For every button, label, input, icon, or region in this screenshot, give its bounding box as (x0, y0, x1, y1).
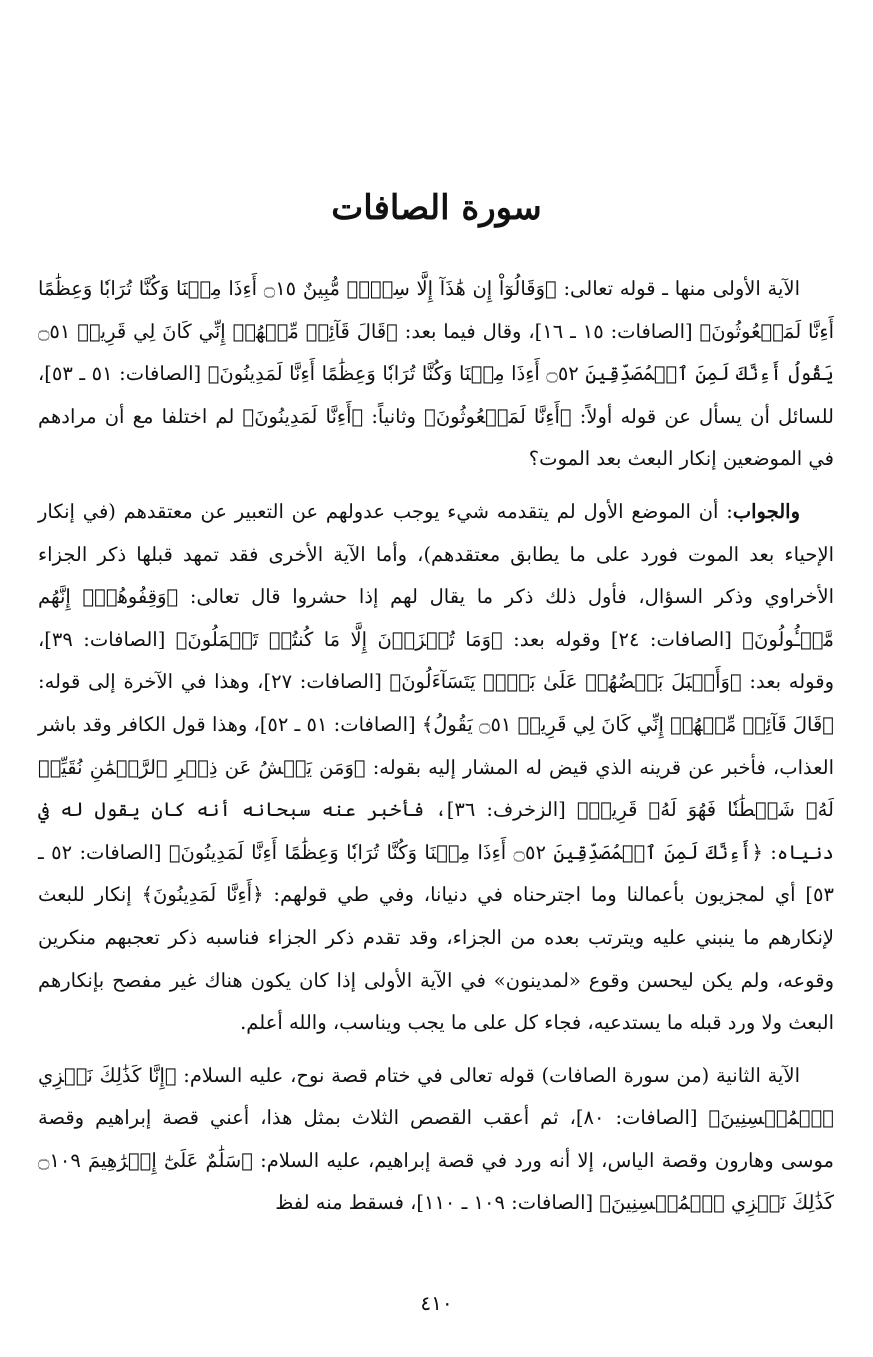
paragraph-second-verse (38, 1055, 834, 1225)
surah-title: سورة الصافات (331, 188, 542, 228)
paragraph-first-verse (38, 268, 834, 481)
paragraph-text: : أن الموضع الأول لم يتقدمه شيء يوجب عدولهم عن التعبير عن معتقدهم (في إنكار الإحياء بعد الموت فورد على ما يطابق معتقدهم)، وأما الآية الأخرى فقد تمهد قبلها ذكر الجزاء الأخراوي وذكر السؤال، فأول ذلك ذكر ما يقال لهم إذا حشروا قال تعالى: ﴿وَقِفُوهُمۡۖ إِنَّهُم مَّسۡـُٔولُونَ﴾ [الصافات: ٢٤] وقوله بعد: ﴿وَمَا تُجۡزَوۡنَ إِلَّا مَا كُنتُمۡ تَعۡمَلُونَ﴾ [الصافات: ٣٩]، وقوله بعد: ﴿وَأَقۡبَلَ بَعۡضُهُمۡ عَلَىٰ بَعۡضٖ يَتَسَآءَلُونَ﴾ [الصافات: ٢٧]، وهذا في الآخرة إلى قوله: ﴿قَالَ قَآئِلٞ مِّنۡهُمۡ إِنِّي كَانَ لِي قَرِينٞ ۝٥١ يَقُولُ﴾ [الصافات: ٥١ ـ ٥٢]، وهذا قول الكافر وقد باشر العذاب، فأخبر عن قرينه الذي قيض له المشار إليه بقوله: ﴿وَمَن يَعۡشُ عَن ذِكۡرِ ٱلرَّحۡمَٰنِ نُقَيِّضۡ لَهُۥ شَيۡطَٰنٗا فَهُوَ لَهُۥ قَرِينٞ﴾ [الزخرف: ٣٦]، فأخبر عنه سبحانه أنه كان يقول له في دنياه: ﴿أَءِنَّكَ لَمِنَ ٱلۡمُصَدِّقِينَ ۝٥٢ أَءِذَا مِتۡنَا وَكُنَّا تُرَابٗا وَعِظَٰمًا أَءِنَّا لَمَدِينُونَ﴾ [الصافات: ٥٢ ـ ٥٣] أي لمجزيون بأعمالنا وما اجترحناه في دنيانا، وفي طي قولهم: ﴿أَءِنَّا لَمَدِينُونَ﴾ إنكار للبعث لإنكارهم ما ينبني عليه ويترتب بعده من الجزاء، وقد تقدم ذكر الجزاء فناسبه ذكر تعجبهم منكرين وقوعه، ولم يكن ليحسن وقوع «لمدينون» في الآية الأولى إذا كان يكون هناك غير مفصح بإنكارهم البعث ولا ورد قبله ما يستدعيه، فجاء كل على ما يجب ويناسب، والله أعلم. (38, 499, 834, 1035)
body-text (38, 268, 834, 1225)
page-number: ٤١٠ (420, 1291, 453, 1315)
paragraph-text: الآية الثانية (من سورة الصافات) قوله تعالى في ختام قصة نوح، عليه السلام: ﴿إِنَّا كَذَٰلِكَ نَجۡزِي ٱلۡمُحۡسِنِينَ﴾ [الصافات: ٨٠]، ثم أعقب القصص الثلاث بمثل هذا، أعني قصة إبراهيم وقصة موسى وهارون وقصة الياس، إلا أنه ورد في قصة إبراهيم، عليه السلام: ﴿سَلَٰمٌ عَلَىٰٓ إِبۡرَٰهِيمَ ۝١٠٩ كَذَٰلِكَ نَجۡزِي ٱلۡمُحۡسِنِينَ﴾ [الصافات: ١٠٩ ـ ١١٠]، فسقط منه لفظ (38, 1063, 834, 1215)
paragraph-answer (38, 491, 834, 1045)
paragraph-text: الآية الأولى منها ـ قوله تعالى: ﴿وَقَالُوٓاْ إِن هَٰذَآ إِلَّا سِحۡرٞ مُّبِينٌ ۝١٥ أَءِذَا مِتۡنَا وَكُنَّا تُرَابٗا وَعِظَٰمًا أَءِنَّا لَمَبۡعُوثُونَ﴾ [الصافات: ١٥ ـ ١٦]، وقال فيما بعد: ﴿قَالَ قَآئِلٞ مِّنۡهُمۡ إِنِّي كَانَ لِي قَرِينٞ ۝٥١ يَقُولُ أَءِنَّكَ لَمِنَ ٱلۡمُصَدِّقِينَ ۝٥٢ أَءِذَا مِتۡنَا وَكُنَّا تُرَابٗا وَعِظَٰمًا أَءِنَّا لَمَدِينُونَ﴾ [الصافات: ٥١ ـ ٥٣]، للسائل أن يسأل عن قوله أولاً: ﴿أَءِنَّا لَمَبۡعُوثُونَ﴾ وثانياً: ﴿أَءِنَّا لَمَدِينُونَ﴾ لم اختلفا مع أن مرادهم في الموضعين إنكار البعث بعد الموت؟ (38, 277, 834, 471)
answer-lead-word: والجواب (732, 499, 800, 523)
